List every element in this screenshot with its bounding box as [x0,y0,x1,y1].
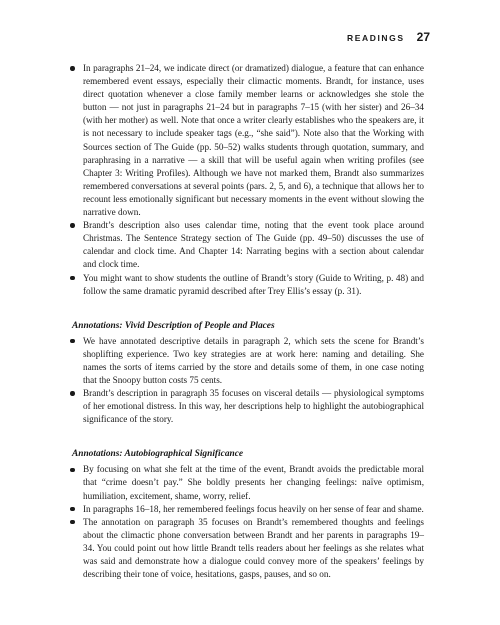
bullet-text: By focusing on what she felt at the time of the event, Brandt avoids the predictable moral that “crime doesn’t pay.” She boldly presents her changing feelings: naïve optimism, humiliation, excitement, shame, worry, relief. [83,464,424,501]
bullet-icon [70,468,75,473]
bullet-list-significance [72,463,424,581]
bullet-item [72,62,424,219]
bullet-text: Brandt’s description in paragraph 35 focuses on visceral details — physiological symptoms of her emotional distress. In this way, her descriptions help to highlight the autobiographical significance of the story. [83,388,424,425]
bullet-item [72,272,424,298]
bullet-item [72,463,424,502]
bullet-text: You might want to show students the outline of Brandt’s story (Guide to Writing, p. 48) and follow the same dramatic pyramid described after Trey Ellis’s essay (p. 31). [83,272,424,296]
bullet-icon [70,339,75,344]
bullet-icon [70,391,75,396]
bullet-text: We have annotated descriptive details in paragraph 2, which sets the scene for Brandt’s shoplifting experience. Two key strategies are at work here: naming and detailing. She names the sorts of items carried by the store and details some of them, in one case noting that the Snoopy button costs 75 cents. [83,335,424,385]
bullet-item [72,219,424,271]
bullet-icon [70,276,75,281]
bullet-list-dialogue [72,62,424,298]
section-heading-significance: Annotations: Autobiographical Significance [72,449,244,460]
main-content [72,62,424,581]
bullet-icon [70,520,75,525]
bullet-item [72,516,424,581]
bullet-icon [70,66,75,71]
running-head-section: READINGS [346,33,405,43]
bullet-item [72,335,424,387]
bullet-list-description [72,335,424,427]
bullet-text: In paragraphs 16–18, her remembered feelings focus heavily on her sense of fear and shame. [83,503,424,514]
bullet-text: The annotation on paragraph 35 focuses on Brandt’s remembered thoughts and feelings about the climactic phone conversation between Brandt and her parents in paragraphs 19–34. You could point out how little Brandt tells readers about her feelings as she relates what was said and demonstrate how a dialogue could convey more of the speakers’ feelings by describing their tone of voice, hesitations, gasps, pauses, and so on. [83,516,424,580]
bullet-text: Brandt’s description also uses calendar time, noting that the event took place around Christmas. The Sentence Strategy section of The Guide (pp. 49–50) discusses the use of calendar and clock time. And Chapter 14: Narrating begins with a section about calendar and clock time. [83,220,424,270]
page-number: 27 [416,30,430,44]
bullet-item [72,503,424,516]
running-head [347,30,430,44]
bullet-icon [70,223,75,228]
bullet-item [72,387,424,426]
bullet-text: In paragraphs 21–24, we indicate direct (or dramatized) dialogue, a feature that can enhance remembered event essays, especially their climactic moments. Brandt, for instance, uses direct quotation whenever a close family member learns or acknowledges she stole the button — not just in paragraphs 21–24 but in paragraphs 7–15 (with her sister) and 26–34 (with her mother) as well. Note that once a writer clearly establishes who the speakers are, it is not necessary to include speaker tags (e.g., “she said”). Note also that the Working with Sources section of The Guide (pp. 50–52) walks students through quotation, summary, and paraphrasing in a narrative — a skill that will be useful again when writing profiles (see Chapter 3: Writing Profiles). Although we have not marked them, Brandt also summarizes remembered conversations at several points (pars. 2, 5, and 6), a technique that allows her to recount less emotionally significant but necessary moments in the event without slowing the narrative down. [83,63,424,218]
bullet-icon [70,507,75,512]
section-heading-vivid-description: Annotations: Vivid Description of People and Places [72,320,275,331]
